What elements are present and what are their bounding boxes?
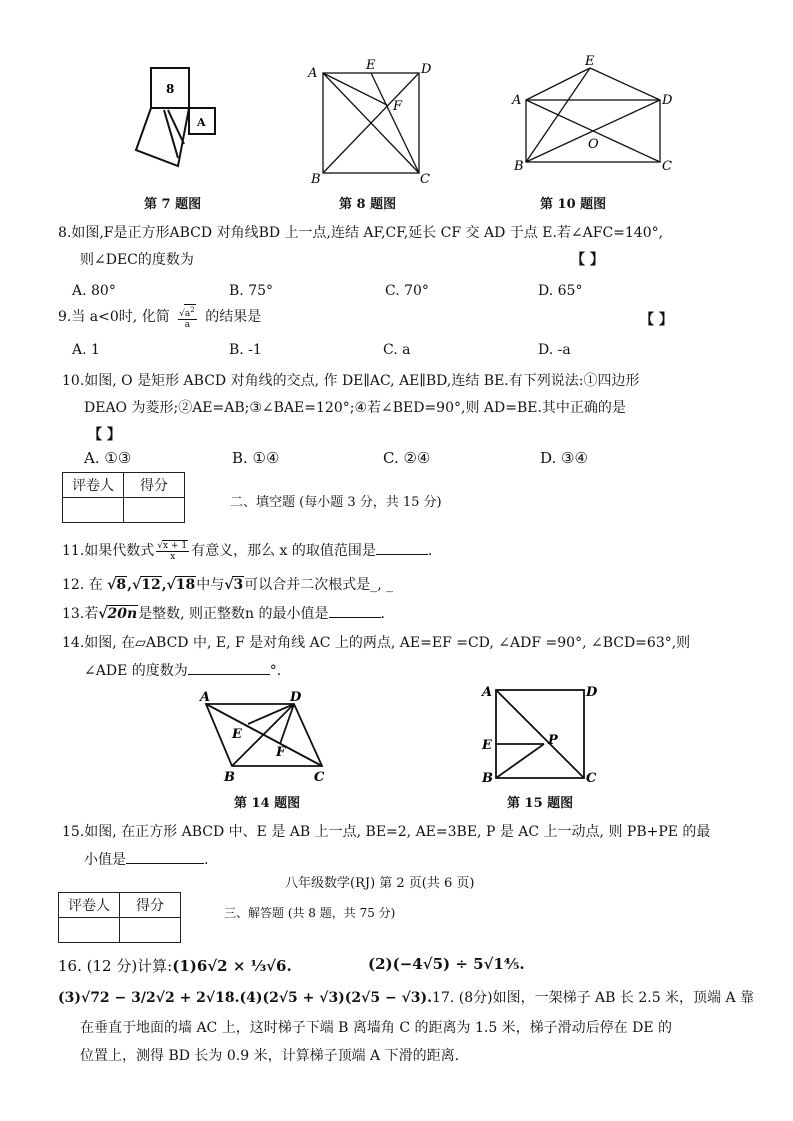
q16-label: 16. (12 分)计算: — [58, 957, 173, 975]
q14-line1: 14.如图, 在▱ABCD 中, E, F 是对角线 AC 上的两点, AE=EF =CD, ∠ADF =90°, ∠BCD=63°,则 — [62, 635, 691, 651]
q11-prefix: 11.如果代数式 — [62, 543, 155, 559]
q13-answer-blank[interactable] — [329, 617, 381, 618]
q8-line2: 则∠DEC的度数为 — [80, 252, 194, 268]
fig15-label-C: C — [586, 771, 597, 786]
figure-10 — [508, 52, 674, 180]
q11-frac-den: x — [170, 552, 176, 562]
score-cell[interactable] — [120, 918, 181, 943]
fig15-label-D: D — [586, 685, 598, 700]
reviewer-cell[interactable] — [63, 498, 124, 523]
fig14-label-E: E — [232, 727, 242, 742]
reviewer-cell[interactable] — [59, 918, 120, 943]
q10-option-a: A. ①③ — [84, 449, 132, 467]
q16-row1 — [58, 955, 292, 976]
q8-option-b: B. 75° — [229, 283, 274, 299]
q11-stem — [62, 540, 432, 562]
fig10-label-C: C — [662, 159, 672, 174]
q9-frac-den: a — [184, 320, 191, 330]
q13-radicand: 20n — [107, 606, 138, 622]
q9-frac-exp: 2 — [190, 306, 195, 314]
q9-option-c: C. a — [383, 342, 411, 358]
q9-fraction: $\frac{√a^2}{a}$ — [179, 306, 195, 330]
q15-line2 — [84, 849, 208, 869]
fig8-label-F: F — [393, 99, 403, 114]
q9-frac-num: a — [184, 309, 191, 319]
q9-prefix: 9.当 a<0时, 化简 — [58, 309, 170, 325]
q16-row2 — [58, 987, 754, 1007]
figure-15 — [478, 682, 603, 788]
q10-line2: DEAO 为菱形;②AE=AB;③∠BAE=120°;④若∠BED=90°,则 AD=BE.其中正确的是 — [84, 400, 626, 416]
q10-option-d: D. ③④ — [540, 449, 588, 467]
fig10-label-E: E — [585, 54, 595, 69]
q12-r4: 3 — [233, 577, 244, 593]
fig14-label-F: F — [276, 745, 286, 760]
figure-7 — [118, 62, 230, 190]
fig8-caption: 第 8 题图 — [339, 197, 397, 212]
fig15-label-E: E — [482, 738, 492, 753]
q14-answer-blank[interactable] — [188, 674, 270, 675]
q17-line3: 位置上，测得 BD 长为 0.9 米，计算梯子顶端 A 下滑的距离. — [80, 1048, 460, 1064]
q11-answer-blank[interactable] — [376, 554, 428, 555]
q14-line2-text: ∠ADE 的度数为 — [84, 663, 188, 679]
q16-part3: (3)√72 − 3/2√2 + 2√18. — [58, 990, 240, 1006]
fig10-label-A: A — [512, 93, 522, 108]
q12-r3: 18 — [175, 577, 196, 593]
q15-answer-blank[interactable] — [126, 863, 204, 864]
fig8-label-A: A — [308, 66, 318, 81]
fig10-label-D: D — [662, 93, 673, 108]
q13-prefix: 13.若 — [62, 606, 99, 622]
q8-line1: 8.如图,F是正方形ABCD 对角线BD 上一点,连结 AF,CF,延长 CF 交 AD 于点 E.若∠AFC=140°, — [58, 225, 664, 241]
section2-title: 二、填空题 (每小题 3 分，共 15 分) — [230, 495, 442, 510]
q12-r2: 12 — [141, 577, 161, 593]
fig7-label-0: 8 — [166, 82, 175, 96]
q17-line1: 17. (8分)如图，一架梯子 AB 长 2.5 米，顶端 A 靠 — [432, 990, 755, 1006]
page-footer: 八年级数学(RJ) 第 2 页(共 6 页) — [285, 876, 475, 891]
figure-14 — [196, 688, 336, 788]
q9-answer-bracket: 【 】 — [640, 312, 673, 328]
q10-line1: 10.如图, O 是矩形 ABCD 对角线的交点, 作 DE∥AC, AE∥BD,连结 BE.有下列说法:①四边形 — [62, 373, 640, 389]
q10-answer-bracket: 【 】 — [88, 427, 121, 443]
figure-8 — [305, 55, 435, 190]
score-header: 得分 — [120, 893, 181, 918]
q12-mid: 中与 — [196, 577, 225, 593]
q11-end: . — [427, 543, 433, 559]
q16-part2: (2)(−4√5) ÷ 5√1⅘. — [368, 955, 525, 973]
fig7-label-1: A — [197, 116, 206, 129]
q15-line2-text: 小值是 — [84, 852, 126, 868]
fig15-label-B: B — [482, 771, 493, 786]
q14-end: °. — [269, 663, 282, 679]
q9-option-d: D. -a — [538, 342, 571, 358]
q13-suffix: 是整数, 则正整数n 的最小值是 — [138, 606, 329, 622]
q15-line1: 15.如图, 在正方形 ABCD 中、E 是 AB 上一点, BE=2, AE=3BE, P 是 AC 上一动点, 则 PB+PE 的最 — [62, 824, 711, 840]
score-table-section2 — [62, 472, 185, 523]
q8-option-d: D. 65° — [538, 283, 583, 299]
q10-option-b: B. ①④ — [232, 449, 280, 467]
q15-end: . — [204, 852, 209, 868]
q16-part1: (1)6√2 × ⅓√6. — [172, 957, 292, 975]
reviewer-header: 评卷人 — [63, 473, 124, 498]
q9-stem — [58, 304, 261, 330]
q8-answer-bracket: 【 】 — [571, 252, 604, 268]
q11-suffix: 有意义，那么 x 的取值范围是 — [191, 543, 376, 559]
q12-prefix: 12. 在 — [62, 577, 103, 593]
fig14-label-B: B — [224, 770, 235, 785]
score-cell[interactable] — [124, 498, 185, 523]
fig14-label-A: A — [200, 690, 211, 705]
q9-option-b: B. -1 — [229, 342, 262, 358]
fig10-caption: 第 10 题图 — [540, 197, 607, 212]
q8-option-a: A. 80° — [72, 283, 116, 299]
fig8-label-C: C — [420, 172, 430, 187]
fig14-label-D: D — [290, 690, 302, 705]
fig14-label-C: C — [314, 770, 325, 785]
fig10-label-O: O — [588, 137, 599, 152]
fig7-caption: 第 7 题图 — [144, 197, 202, 212]
fig15-label-P: P — [548, 733, 558, 748]
q16-part4: (4)(2√5 + √3)(2√5 − √3). — [239, 990, 433, 1006]
score-table-section3 — [58, 892, 181, 943]
q13-stem: 13.若√20n是整数, 则正整数n 的最小值是 . — [62, 606, 385, 622]
fig15-label-A: A — [482, 685, 493, 700]
q14-line2 — [84, 660, 281, 680]
q9-option-a: A. 1 — [72, 342, 100, 358]
q9-suffix: 的结果是 — [205, 309, 262, 325]
fig15-caption: 第 15 题图 — [507, 796, 574, 811]
q11-fraction: $\frac{√x + 1}{x}$ — [157, 541, 188, 562]
q8-option-c: C. 70° — [385, 283, 429, 299]
q12-r1: 8 — [116, 577, 127, 593]
score-header: 得分 — [124, 473, 185, 498]
fig8-label-B: B — [311, 172, 321, 187]
q10-option-c: C. ②④ — [383, 449, 431, 467]
q12-stem: 12. 在 √8,√12,√18中与√3可以合并二次根式是_, _ — [62, 577, 394, 593]
fig8-label-E: E — [366, 58, 376, 73]
reviewer-header: 评卷人 — [59, 893, 120, 918]
fig14-caption: 第 14 题图 — [234, 796, 301, 811]
fig10-label-B: B — [514, 159, 524, 174]
q13-end: . — [380, 606, 385, 622]
section3-title: 三、解答题 (共 8 题，共 75 分) — [224, 906, 396, 920]
q11-frac-num: x + 1 — [163, 541, 188, 551]
q17-line2: 在垂直于地面的墙 AC 上，这时梯子下端 B 离墙角 C 的距离为 1.5 米，梯子滑动后停在 DE 的 — [80, 1020, 673, 1036]
q12-suffix: 可以合并二次根式是_, _ — [244, 577, 394, 593]
fig8-label-D: D — [421, 62, 432, 77]
